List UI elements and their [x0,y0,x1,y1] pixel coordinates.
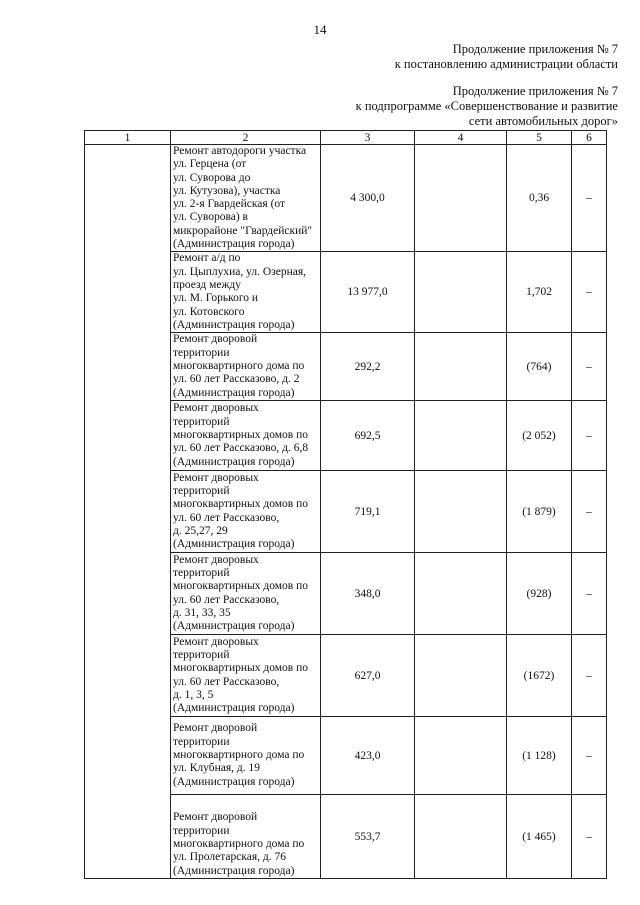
cost-cell: 13 977,0 [321,252,415,333]
column-6-cell: – [572,553,607,635]
work-description-cell [171,471,321,553]
cost-cell: 553,7 [321,795,415,879]
work-description-line: (Администрация города) [173,864,295,877]
work-description-cell [171,252,321,333]
appendix-header [395,42,618,72]
work-description-line: территорий [173,485,230,498]
work-description-line: Ремонт дворовой [173,811,258,824]
work-description-line: (Администрация города) [173,538,295,551]
cost-cell: 719,1 [321,471,415,553]
subprogram-header-line: к подпрограмме «Совершенствование и развитие [355,99,618,113]
work-description-line: ул. 60 лет Рассказово, [173,593,280,606]
column-4-cell [415,401,507,471]
subprogram-header-line: Продолжение приложения № 7 [452,84,618,98]
work-description-line: ул. 2-я Гвардейская (от [173,198,286,211]
work-description-line: д. 25,27, 29 [173,524,228,537]
work-description-line: территорий [173,415,230,428]
work-description-cell [171,717,321,795]
work-description-cell [171,795,321,879]
work-description-line: ул. М. Горького и [173,292,259,305]
volume-cell: (1 465) [507,795,572,879]
work-description-line: территории [173,735,230,748]
work-description-line: ул. 60 лет Рассказово, [173,511,280,524]
work-description-line: (Администрация города) [173,702,295,715]
table-header-row [85,131,607,145]
column-6-cell: – [572,145,607,252]
volume-cell: 0,36 [507,145,572,252]
work-description-line: (Администрация города) [173,318,295,331]
work-description-line: Ремонт автодороги участка [173,145,307,157]
volume-cell: (1672) [507,635,572,717]
work-description-line: многоквартирных домов по [173,498,308,511]
work-description-line: д. 31, 33, 35 [173,606,231,619]
work-description-line: многоквартирных домов по [173,580,308,593]
work-description-line: (Администрация города) [173,238,295,251]
table-row [85,145,607,252]
volume-cell: (2 052) [507,401,572,471]
work-description-cell [171,401,321,471]
cost-cell: 423,0 [321,717,415,795]
work-description-line: ул. Суворова) в [173,211,248,224]
volume-cell: 1,702 [507,252,572,333]
work-description-line: ул. Клубная, д. 19 [173,762,260,775]
cost-cell: 692,5 [321,401,415,471]
volume-cell: (928) [507,553,572,635]
cost-cell: 292,2 [321,333,415,401]
appendix-header-line: к постановлению администрации области [394,57,618,71]
column-4-cell [415,717,507,795]
column-6-cell: – [572,635,607,717]
cost-cell: 627,0 [321,635,415,717]
work-description-line: (Администрация города) [173,455,295,468]
work-description-line: территории [173,824,230,837]
page-number: 14 [313,22,327,37]
column-4-cell [415,471,507,553]
work-description-line: (Администрация города) [173,775,295,788]
column-number-3: 3 [321,131,415,145]
work-description-cell [171,333,321,401]
work-description-line: ул. 60 лет Рассказово, д. 2 [173,373,300,386]
column-number-1: 1 [85,131,171,145]
work-description-line: (Администрация города) [173,386,295,399]
cost-cell: 4 300,0 [321,145,415,252]
cost-cell: 348,0 [321,553,415,635]
work-description-line: ул. 60 лет Рассказово, [173,675,280,688]
work-description-line: Ремонт дворовых [173,635,259,648]
subprogram-header-line: сети автомобильных дорог» [468,114,618,128]
work-description-line: многоквартирного дома по [173,838,305,850]
work-description-line: (Администрация города) [173,620,295,633]
column-4-cell [415,333,507,401]
column-6-cell: – [572,717,607,795]
column-number-2: 2 [171,131,321,145]
work-description-cell [171,553,321,635]
work-description-line: многоквартирных домов по [173,662,308,675]
work-description-line: Ремонт а/д по [173,252,241,265]
column-4-cell [415,252,507,333]
work-description-line: ул. Кутузова), участка [173,184,281,197]
column-1-cell [85,145,171,879]
work-description-line: многоквартирного дома по [173,360,305,372]
column-6-cell: – [572,471,607,553]
work-description-line: Ремонт дворовых [173,402,259,415]
work-description-cell [171,145,321,252]
work-description-line: ул. Пролетарская, д. 76 [173,851,287,864]
work-description-line: территорий [173,567,230,580]
column-4-cell [415,635,507,717]
column-6-cell: – [572,795,607,879]
column-number-6: 6 [572,131,607,145]
column-6-cell: – [572,333,607,401]
work-description-line: территорий [173,649,230,662]
subprogram-header [356,84,618,129]
work-description-line: ул. Герцена (от [173,158,247,171]
work-description-line: д. 1, 3, 5 [173,688,214,701]
column-number-5: 5 [507,131,572,145]
work-description-line: территории [173,346,230,359]
work-description-line: ул. Суворова до [173,171,251,184]
volume-cell: (1 128) [507,717,572,795]
work-description-line: Ремонт дворовой [173,722,258,735]
work-description-line: многоквартирного дома по [173,749,305,761]
appendix-header-line: Продолжение приложения № 7 [452,42,618,56]
work-description-line: Ремонт дворовой [173,333,258,346]
work-description-line: микрорайоне "Гвардейский" [173,224,313,237]
work-description-cell [171,635,321,717]
work-description-line: ул. Котовского [173,305,245,318]
work-description-line: Ремонт дворовых [173,471,259,484]
column-4-cell [415,553,507,635]
work-description-line: ул. Цыплухиа, ул. Озерная, [173,265,307,278]
column-6-cell: – [572,252,607,333]
column-6-cell: – [572,401,607,471]
works-table [84,130,607,879]
work-description-line: ул. 60 лет Рассказово, д. 6,8 [173,442,309,455]
work-description-line: Ремонт дворовых [173,553,259,566]
column-4-cell [415,795,507,879]
column-4-cell [415,145,507,252]
volume-cell: (764) [507,333,572,401]
volume-cell: (1 879) [507,471,572,553]
column-number-4: 4 [415,131,507,145]
work-description-line: многоквартирных домов по [173,429,308,441]
work-description-line: проезд между [173,278,242,291]
